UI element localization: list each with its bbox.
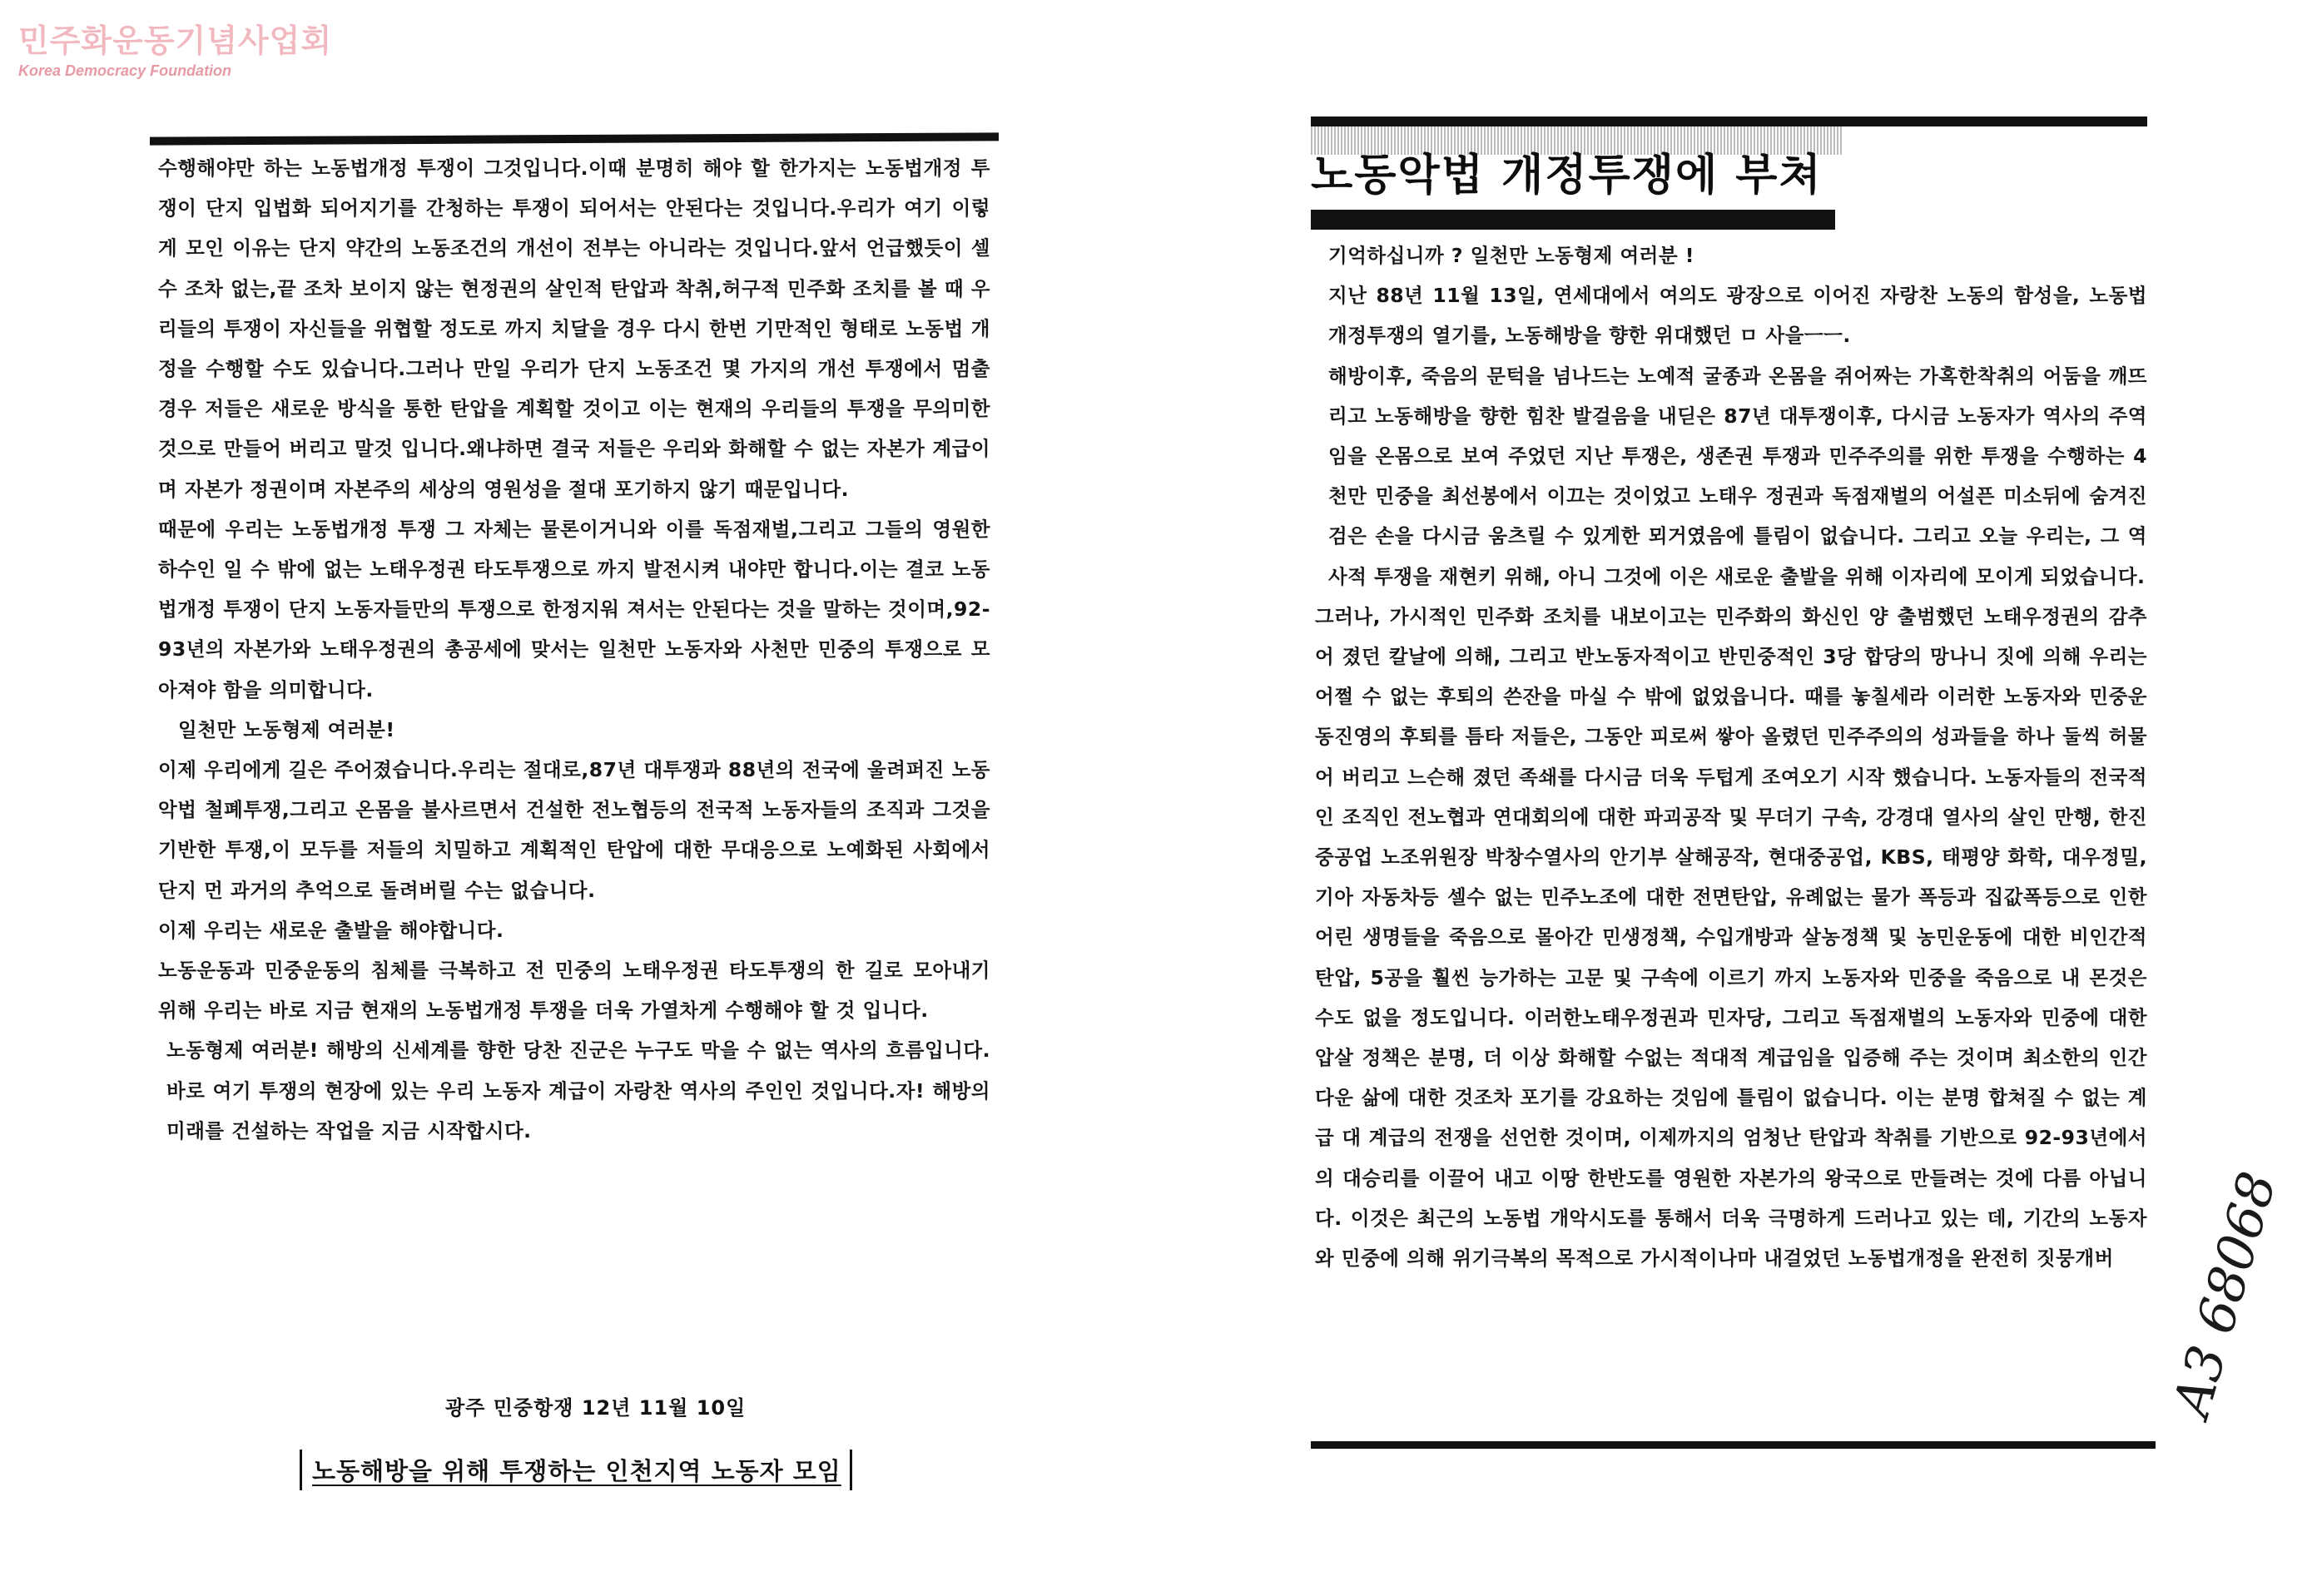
- body-paragraph: 해방이후, 죽음의 문턱을 넘나드는 노예적 굴종과 온몸을 쥐어짜는 가혹한착취의 어둠을 깨뜨리고 노동해방을 향한 힘찬 발걸음을 내딛은 87년 대투쟁이후, 다시금 노동자가 역사의 주역임을 온몸으로 보여 주었던 지난 투쟁은, 생존권 투쟁과 민주주의를 위한 투쟁을 수행하는 4천만 민중을 최선봉에서 이끄는 것이었고 노태우 정권과 독점재벌의 어설픈 미소뒤에 숨겨진 검은 손을 다시금 움츠릴 수 있게한 뫼거였음에 틀림이 없습니다. 그리고 오늘 우리는, 그 역사적 투쟁을 재현키 위해, 아니 그것에 이은 새로운 출발을 위해 이자리에 모이게 되었습니다.: [1328, 364, 2147, 588]
- watermark-english: Korea Democracy Foundation: [18, 62, 232, 79]
- body-paragraph: 지난 88년 11월 13일, 연세대에서 여의도 광장으로 이어진 자랑찬 노동의 함성을, 노동법 개정투쟁의 열기를, 노동해방을 향한 위대했던 ㅁ 사을ㅡㅡ.: [1328, 284, 2147, 348]
- right-body: [1315, 235, 2147, 1278]
- body-paragraph: 기억하십니까 ? 일천만 노동형제 여러분 !: [1328, 244, 1694, 267]
- signature-text: 노동해방을 위해 투쟁하는 인천지역 노동자 모임: [312, 1457, 841, 1485]
- bottom-rule-right: [1311, 1441, 2156, 1449]
- body-paragraph: 노동운동과 민중운동의 침체를 극복하고 전 민중의 노태우정권 타도투쟁의 한 길로 모아내기 위해 우리는 바로 지금 현재의 노동법개정 투쟁을 더욱 가열차게 수행해야 할 것 입니다.: [158, 959, 990, 1023]
- signature-box: [300, 1450, 852, 1490]
- body-paragraph: 때문에 우리는 노동법개정 투쟁 그 자체는 물론이거니와 이를 독점재벌,그리고 그들의 영원한 하수인 일 수 밖에 없는 노태우정권 타도투쟁으로 까지 발전시켜 내야만 합니다.이는 결코 노동법개정 투쟁이 단지 노동자들만의 투쟁으로 한정지워 져서는 안된다는 것을 말하는 것이며,92-93년의 자본가와 노태우정권의 총공세에 맞서는 일천만 노동자와 사천만 민중의 투쟁으로 모아져야 함을 의미합니다.: [158, 517, 990, 701]
- title-underline-bar: [1311, 210, 1835, 230]
- right-page: [1311, 0, 2147, 1596]
- greeting-line: 일천만 노동형제 여러분!: [178, 717, 395, 741]
- left-body: [158, 148, 990, 1151]
- top-rule-left: [150, 132, 999, 145]
- watermark-korean: 민주화운동기념사업회: [18, 22, 333, 59]
- body-paragraph: 수행해야만 하는 노동법개정 투쟁이 그것입니다.이때 분명히 해야 할 한가지는 노동법개정 투쟁이 단지 입법화 되어지기를 간청하는 투쟁이 되어서는 안된다는 것입니다.우리가 여기 이렇게 모인 이유는 단지 약간의 노동조건의 개선이 전부는 아니라는 것입니다.앞서 언급했듯이 셀 수 조차 없는,끝 조차 보이지 않는 현정권의 살인적 탄압과 착취,허구적 민주화 조치를 볼 때 우리들의 투쟁이 자신들을 위협할 정도로 까지 치달을 경우 다시 한번 기만적인 형태로 노동법 개정을 수행할 수도 있습니다.그러나 만일 우리가 단지 노동조건 몇 가지의 개선 투쟁에서 멈출 경우 저들은 새로운 방식을 통한 탄압을 계획할 것이고 이는 현재의 우리들의 투쟁을 무의미한 것으로 만들어 버리고 말것 입니다.왜냐하면 결국 저들은 우리와 화해할 수 없는 자본가 계급이며 자본가 정권이며 자본주의 세상의 영원성을 절대 포기하지 않기 때문입니다.: [158, 156, 990, 501]
- article-title: 노동악법 개정투쟁에 부쳐: [1311, 151, 1823, 201]
- body-paragraph: 이제 우리에게 길은 주어졌습니다.우리는 절대로,87년 대투쟁과 88년의 전국에 울려퍼진 노동악법 철폐투쟁,그리고 온몸을 불사르면서 건설한 전노협등의 전국적 노동자들의 조직과 그것을 기반한 투쟁,이 모두를 저들의 치밀하고 계획적인 탄압에 대한 무대응으로 노예화된 사회에서 단지 먼 과거의 추억으로 돌려버릴 수는 없습니다.: [158, 758, 990, 902]
- top-rule-right: [1311, 116, 2147, 126]
- handwritten-archive-number: A3 68068: [2161, 1165, 2289, 1424]
- closing-paragraph: 노동형제 여러분! 해방의 신세계를 향한 당찬 진군은 누구도 막을 수 없는 역사의 흐름입니다.바로 여기 투쟁의 현장에 있는 우리 노동자 계급이 자랑찬 역사의 주인인 것입니다.자! 해방의 미래를 건설하는 작업을 지금 시작합시다.: [166, 1038, 990, 1142]
- document-date: 광주 민중항쟁 12년 11월 10일: [445, 1396, 747, 1420]
- body-paragraph: 이제 우리는 새로운 출발을 해야합니다.: [158, 918, 504, 942]
- body-paragraph: 그러나, 가시적인 민주화 조치를 내보이고는 민주화의 화신인 양 출범했던 노태우정권의 감추어 졌던 칼날에 의해, 그리고 반노동자적이고 반민중적인 3당 합당의 망나니 짓에 의해 우리는 어쩔 수 없는 후퇴의 쓴잔을 마실 수 밖에 없었읍니다. 때를 놓칠세라 이러한 노동자와 민중운동진영의 후퇴를 틈타 저들은, 그동안 피로써 쌓아 올렸던 민주주의의 성과들을 하나 둘씩 허물어 버리고 느슨해 졌던 족쇄를 다시금 더욱 두텁게 조여오기 시작 했습니다. 노동자들의 전국적인 조직인 전노협과 연대회의에 대한 파괴공작 및 무더기 구속, 강경대 열사의 살인 만행, 한진중공업 노조위원장 박창수열사의 안기부 살해공작, 현대중공업, KBS, 태평양 화학, 대우정밀, 기아 자동차등 셀수 없는 민주노조에 대한 전면탄압, 유례없는 물가 폭등과 집값폭등으로 인한 어린 생명들을 죽음으로 몰아간 민생정책, 수입개방과 살농정책 및 농민운동에 대한 비인간적 탄압, 5공을 훨씬 능가하는 고문 및 구속에 이르기 까지 노동자와 민중을 죽음으로 내 몬것은 수도 없을 정도입니다. 이러한노태우정권과 민자당, 그리고 독점재벌의 노동자와 민중에 대한 압살 정책은 분명, 더 이상 화해할 수없는 적대적 계급임을 입증해 주는 것이며 최소한의 인간다운 삶에 대한 것조차 포기를 강요하는 것임에 틀림이 없습니다. 이는 분명 합쳐질 수 없는 계급 대 계급의 전쟁을 선언한 것이며, 이제까지의 엄청난 탄압과 착취를 기반으로 92-93년에서의 대승리를 이끌어 내고 이땅 한반도를 영원한 자본가의 왕국으로 만들려는 것에 다름 아닙니다. 이것은 최근의 노동법 개악시도를 통해서 더욱 극명하게 드러나고 있는 데, 기간의 노동자와 민중에 의해 위기극복의 목적으로 가시적이나마 내걸었던 노동법개정을 완전히 짓뭉개버: [1315, 604, 2147, 1271]
- left-page: [150, 0, 990, 1596]
